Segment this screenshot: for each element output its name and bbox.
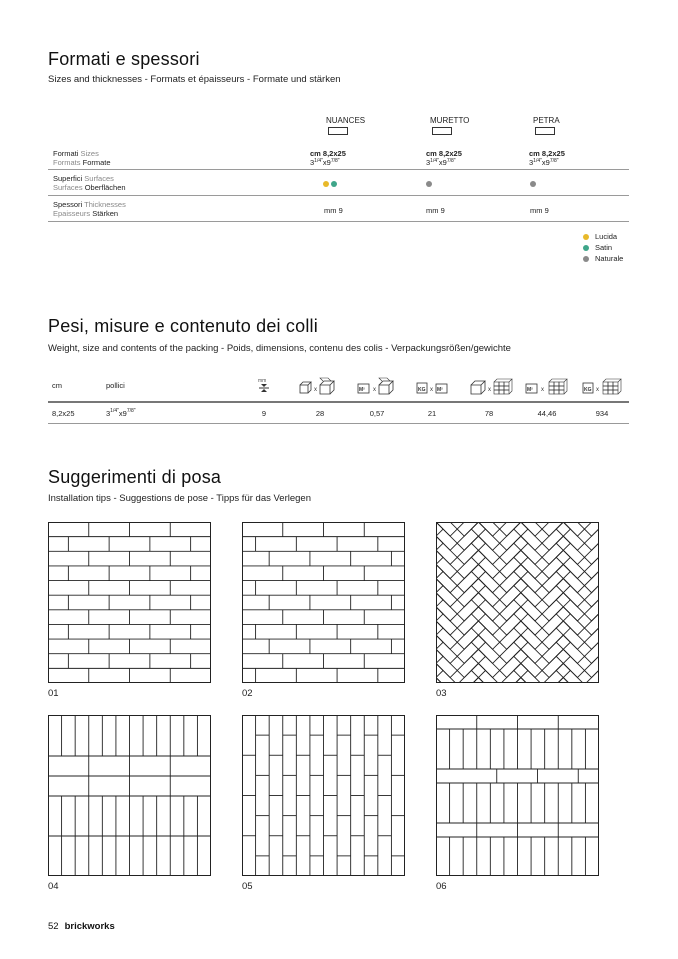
row-pollici: $3^{1/4"}x9^{7/8"}$ [106,408,136,418]
naturale-dot-icon [583,256,589,262]
tip-number-04: 04 [48,881,59,892]
svg-text:M²: M² [437,387,443,393]
packing-title: Pesi, misure e contenuto dei colli [48,316,318,336]
herringbone-tile [500,564,528,592]
herringbone-tile [542,564,570,592]
formats-row-label: Formati Sizes Formats Formate [53,149,111,167]
herringbone-tile [514,522,542,550]
row-pcs-box: 28 [315,409,325,418]
herringbone-tile [556,621,584,649]
formats-title: Formati e spessori [48,49,200,69]
tip-number-06: 06 [436,881,447,892]
svg-text:KG: KG [584,387,592,393]
formats-row [48,144,629,170]
thickness-cell-muretto: mm 9 [426,206,445,215]
herringbone-tile [585,607,600,635]
row-m2-pallet: 44,46 [537,409,557,418]
herringbone-tile [556,579,584,607]
svg-text:x: x [596,387,599,393]
surfaces-row [48,170,629,196]
satin-dot-icon [331,181,337,187]
size-cell-muretto: cm 8,2x25 $3^{1/4"}x9^{7/8"}$ [426,149,462,167]
sqm-per-pallet-icon [524,376,572,398]
herringbone-tile [500,536,528,564]
herringbone-tile [436,593,443,621]
surface-dots-petra [530,180,538,189]
svg-text:x: x [314,387,317,393]
herringbone-tile [457,593,485,621]
pattern-02-third-offset [242,522,405,683]
size-cell-petra: cm 8,2x25 $3^{1/4"}x9^{7/8"}$ [529,149,565,167]
svg-text:x: x [373,387,376,393]
row-m2-box: 0,57 [369,409,385,418]
tip-number-03: 03 [436,688,447,699]
herringbone-tile [585,550,600,578]
herringbone-tile [436,649,443,677]
herringbone-tile [542,621,570,649]
formats-subtitle: Sizes and thicknesses - Formats et épaisseurs - Formate und stärken [48,74,341,85]
page-footer [48,921,115,932]
tip-number-01: 01 [48,688,59,699]
page-number: 52 [48,921,59,932]
kg-per-pallet-icon [581,376,627,398]
svg-text:x: x [430,387,433,393]
pattern-06-basket [436,715,599,876]
tips-title: Suggerimenti di posa [48,467,222,487]
tile-shape-icon [432,127,452,135]
herringbone-tile [471,536,499,564]
herringbone-tile [585,635,600,663]
herringbone-tile [436,522,443,550]
herringbone-tile [436,579,443,607]
legend-item-satin: Satin [583,242,623,253]
herringbone-tile [457,579,485,607]
tips-subtitle: Installation tips - Suggestions de pose - Tipps für das Verlegen [48,493,311,504]
svg-text:KG: KG [418,387,426,393]
thickness-icon [256,376,272,398]
herringbone-tile [514,621,542,649]
packing-header-row [48,372,629,403]
herringbone-tile [556,536,584,564]
herringbone-tile [471,593,499,621]
row-boxes-pallet: 78 [484,409,494,418]
thickness-row-label: Spessori Thicknesses Epaisseurs Stärken [53,200,126,218]
surface-dots-nuances [323,180,339,189]
herringbone-tile [471,550,499,578]
column-header-petra: PETRA [533,116,560,135]
herringbone-tile [457,607,485,635]
herringbone-tile [556,635,584,663]
herringbone-tile [436,522,443,536]
herringbone-tile [585,564,600,592]
boxes-per-pallet-icon [469,376,517,398]
herringbone-tile [542,593,570,621]
pattern-01-running-bond [48,522,211,683]
herringbone-tile [585,522,600,550]
herringbone-tile [471,635,499,663]
herringbone-tile [585,649,600,677]
herringbone-tile [471,607,499,635]
herringbone-tile [542,607,570,635]
svg-text:M²: M² [359,387,365,393]
tip-number-02: 02 [242,688,253,699]
herringbone-tile [514,607,542,635]
herringbone-tile [457,536,485,564]
herringbone-tile [556,649,584,677]
lucida-dot-icon [323,181,329,187]
tile-shape-icon [535,127,555,135]
herringbone-tile [542,579,570,607]
surfaces-row-label: Superfici Surfaces Surfaces Oberflächen [53,174,126,192]
row-kg-m2: 21 [427,409,437,418]
herringbone-tile [542,522,570,550]
herringbone-tile [500,522,528,550]
surface-dots-muretto [426,180,434,189]
herringbone-tile [436,522,457,536]
herringbone-tile [542,536,570,564]
herringbone-tile [514,579,542,607]
herringbone-tile [457,564,485,592]
legend-item-lucida: Lucida [583,231,623,242]
row-cm: 8,2x25 [52,409,75,418]
svg-text:x: x [488,387,491,393]
herringbone-tile [514,635,542,663]
satin-dot-icon [583,245,589,251]
herringbone-tile [556,564,584,592]
sqm-per-box-icon [356,376,400,398]
herringbone-tile [556,607,584,635]
herringbone-tile [514,564,542,592]
herringbone-tile [585,621,600,649]
brand-name: brickworks [64,921,115,932]
pattern-frame [49,523,211,683]
herringbone-tile [500,593,528,621]
packing-table [48,372,629,426]
pattern-04-vertical-stack [48,715,211,876]
pattern-03-herringbone [436,522,599,683]
thickness-cell-petra: mm 9 [530,206,549,215]
herringbone-tile [585,593,600,621]
column-header-nuances: NUANCES [326,116,365,135]
herringbone-tile [436,564,443,592]
herringbone-tile [556,593,584,621]
herringbone-tile [500,579,528,607]
herringbone-tile [436,536,443,564]
herringbone-tile [500,635,528,663]
herringbone-tile [500,649,528,677]
lucida-dot-icon [583,234,589,240]
svg-text:mm: mm [258,378,267,384]
herringbone-tile [585,522,600,536]
herringbone-tile [436,621,443,649]
herringbone-tile [514,593,542,621]
header-pollici: pollici [106,381,125,390]
kg-per-sqm-icon [415,376,451,398]
herringbone-tile [471,579,499,607]
thickness-cell-nuances: mm 9 [324,206,343,215]
herringbone-tile [471,621,499,649]
herringbone-tile [471,564,499,592]
herringbone-tile [514,536,542,564]
herringbone-tile [436,607,443,635]
herringbone-tile [457,649,485,677]
herringbone-tile [514,649,542,677]
herringbone-tile [457,550,485,578]
packing-subtitle: Weight, size and contents of the packing - Poids, dimensions, contenu des colis - Verpackungsrößen/gewichte [48,343,511,354]
naturale-dot-icon [530,181,536,187]
thickness-row [48,196,629,222]
herringbone-tile [542,550,570,578]
legend-item-naturale: Naturale [583,253,623,264]
herringbone-tile [436,635,443,663]
row-kg-pallet: 934 [595,409,609,418]
herringbone-tile [471,649,499,677]
pieces-per-box-icon [298,376,342,398]
herringbone-tile [500,607,528,635]
naturale-dot-icon [426,181,432,187]
herringbone-tile [457,621,485,649]
herringbone-tile [457,522,485,550]
herringbone-tile [500,550,528,578]
herringbone-tile [471,522,499,550]
size-cell-nuances: cm 8,2x25 $3^{1/4"}x9^{7/8"}$ [310,149,346,167]
surface-legend [583,231,623,264]
tile-shape-icon [328,127,348,135]
herringbone-tile [436,550,443,578]
column-header-muretto: MURETTO [430,116,469,135]
herringbone-tile [556,522,584,550]
svg-text:x: x [541,387,544,393]
herringbone-tile [500,621,528,649]
svg-text:M²: M² [527,387,533,393]
header-cm: cm [52,381,62,390]
herringbone-tile [542,635,570,663]
herringbone-tile [556,550,584,578]
herringbone-tile [585,579,600,607]
tip-number-05: 05 [242,881,253,892]
pattern-05-vertical-offset [242,715,405,876]
row-mm: 9 [261,409,267,418]
herringbone-tile [457,635,485,663]
herringbone-tile [542,649,570,677]
herringbone-tile [514,550,542,578]
herringbone-tile [585,536,600,564]
